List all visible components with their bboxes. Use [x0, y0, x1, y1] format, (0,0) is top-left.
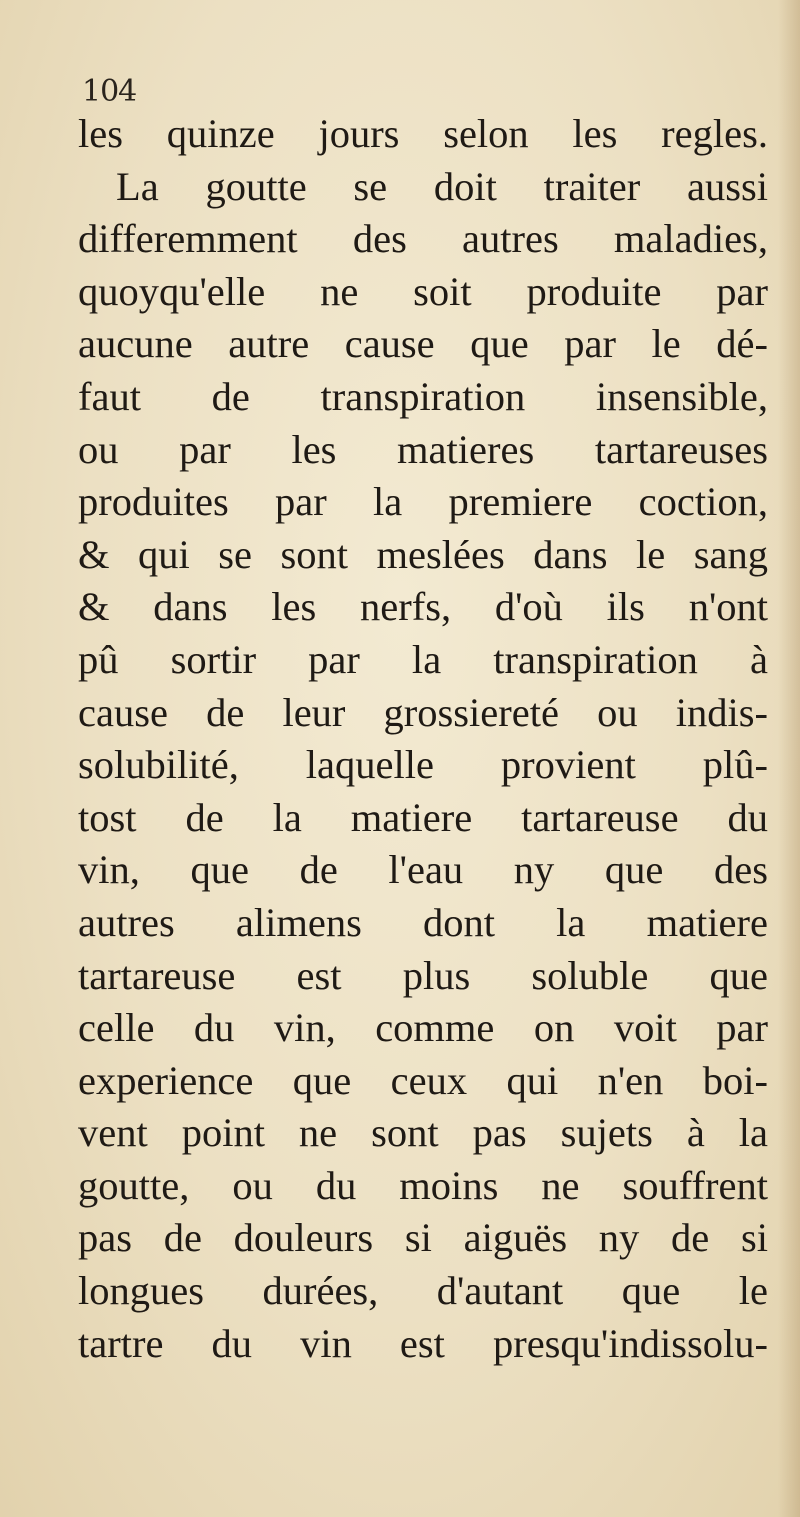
page-number: 104 — [82, 74, 137, 109]
text-line: experience que ceux qui n'en boi- — [78, 1057, 768, 1103]
text-line: quoyqu'elle ne soit produite par — [78, 268, 768, 314]
text-line: differemment des autres maladies, — [78, 216, 768, 262]
text-line: faut de transpiration insensible, — [78, 373, 768, 419]
text-line: autres alimens dont la matiere — [78, 899, 768, 945]
body-text — [78, 108, 768, 1370]
text-line: les quinze jours selon les regles. — [78, 111, 768, 156]
text-line: tost de la matiere tartareuse du — [78, 794, 768, 840]
text-line: ou par les matieres tartareuses — [78, 426, 768, 472]
text-line: La goutte se doit traiter aussi — [116, 163, 768, 209]
text-line: & dans les nerfs, d'où ils n'ont — [78, 584, 768, 630]
text-line: longues durées, d'autant que le — [78, 1268, 768, 1314]
text-line: celle du vin, comme on voit par — [78, 1005, 768, 1051]
text-line: solubilité, laquelle provient plû- — [78, 742, 768, 788]
text-line: goutte, ou du moins ne souffrent — [78, 1162, 768, 1208]
text-line: cause de leur grossiereté ou indis- — [78, 689, 768, 735]
text-line: tartre du vin est presqu'indissolu- — [78, 1320, 768, 1366]
text-line: vin, que de l'eau ny que des — [78, 847, 768, 893]
text-line: tartareuse est plus soluble que — [78, 952, 768, 998]
text-line: pû sortir par la transpiration à — [78, 636, 768, 682]
page-spine-shadow — [778, 0, 800, 1517]
text-line: & qui se sont meslées dans le sang — [78, 531, 768, 577]
text-line: aucune autre cause que par le dé- — [78, 321, 768, 367]
text-line: produites par la premiere coction, — [78, 479, 768, 525]
text-line: pas de douleurs si aiguës ny de si — [78, 1215, 768, 1261]
text-line: vent point ne sont pas sujets à la — [78, 1110, 768, 1156]
